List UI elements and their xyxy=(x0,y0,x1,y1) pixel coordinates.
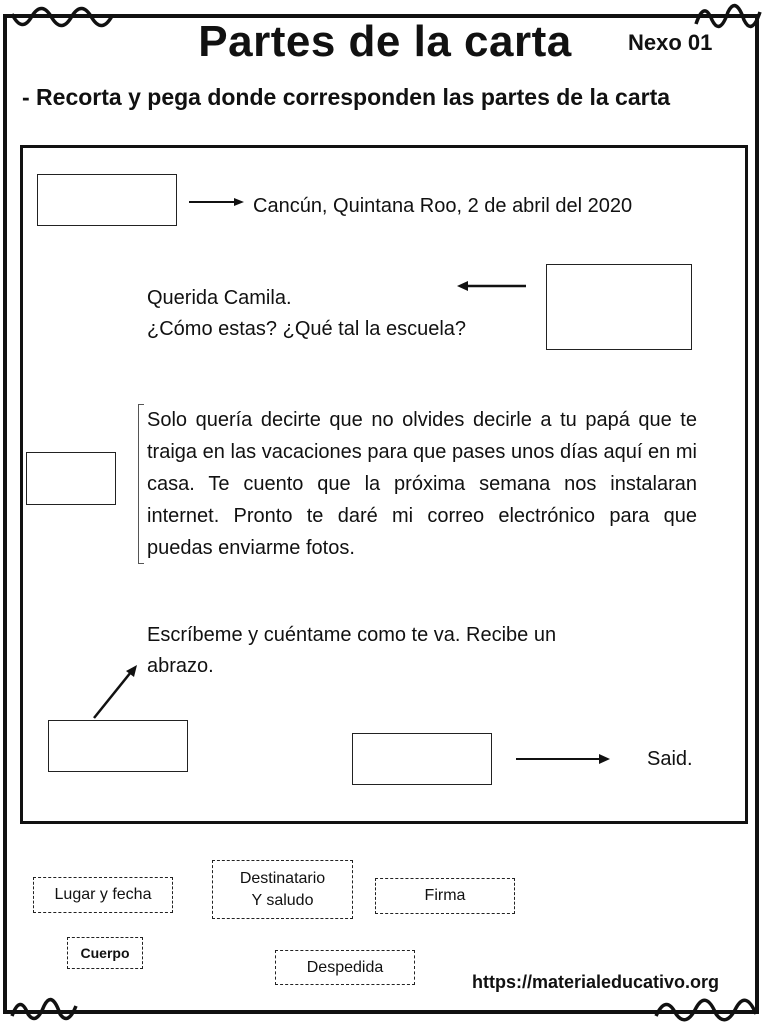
letter-closing-line1: Escríbeme y cuéntame como te va. Recibe un xyxy=(147,624,557,646)
cutout-body-label: Cuerpo xyxy=(80,945,130,961)
arrow-recipient-icon xyxy=(457,281,526,291)
cutout-signature-label: Firma xyxy=(424,887,466,904)
instruction-text: - Recorta y pega donde corresponden las partes de la carta xyxy=(22,84,671,110)
cutout-recipient[interactable] xyxy=(212,860,353,919)
cutout-closing[interactable] xyxy=(275,950,415,985)
arrow-signature-icon xyxy=(516,754,610,764)
cutout-signature[interactable] xyxy=(375,878,515,914)
cutout-place-date-label: Lugar y fecha xyxy=(54,886,152,903)
worksheet-code: Nexo 01 xyxy=(628,30,713,55)
arrow-closing-icon xyxy=(94,665,137,718)
letter-body: Solo quería decirte que no olvides decirle a tu papá que te traiga en las vacaciones para que pases unos días aquí en mi casa. Te cuento que la próxima semana nos instalaran internet. Pronto te daré mi correo electrónico para que puedas enviarme fotos. xyxy=(147,409,697,559)
cutout-closing-label: Despedida xyxy=(306,958,384,976)
cutout-recipient-label: Destinatario Y saludo xyxy=(239,869,326,909)
cutout-body[interactable] xyxy=(67,937,143,969)
arrow-place-date-icon xyxy=(189,198,244,206)
letter-signature: Said. xyxy=(647,748,693,770)
letter-place-date: Cancún, Quintana Roo, 2 de abril del 2020 xyxy=(253,195,633,217)
page-title: Partes de la carta xyxy=(198,17,572,66)
cutout-place-date[interactable] xyxy=(33,877,173,913)
letter-greeting-line1: Querida Camila. xyxy=(147,287,292,309)
footer-url: https://materialeducativo.org xyxy=(472,972,720,992)
letter-closing-line2: abrazo. xyxy=(147,655,214,677)
letter-greeting-line2: ¿Cómo estas? ¿Qué tal la escuela? xyxy=(147,318,467,340)
body-bracket xyxy=(138,404,144,564)
